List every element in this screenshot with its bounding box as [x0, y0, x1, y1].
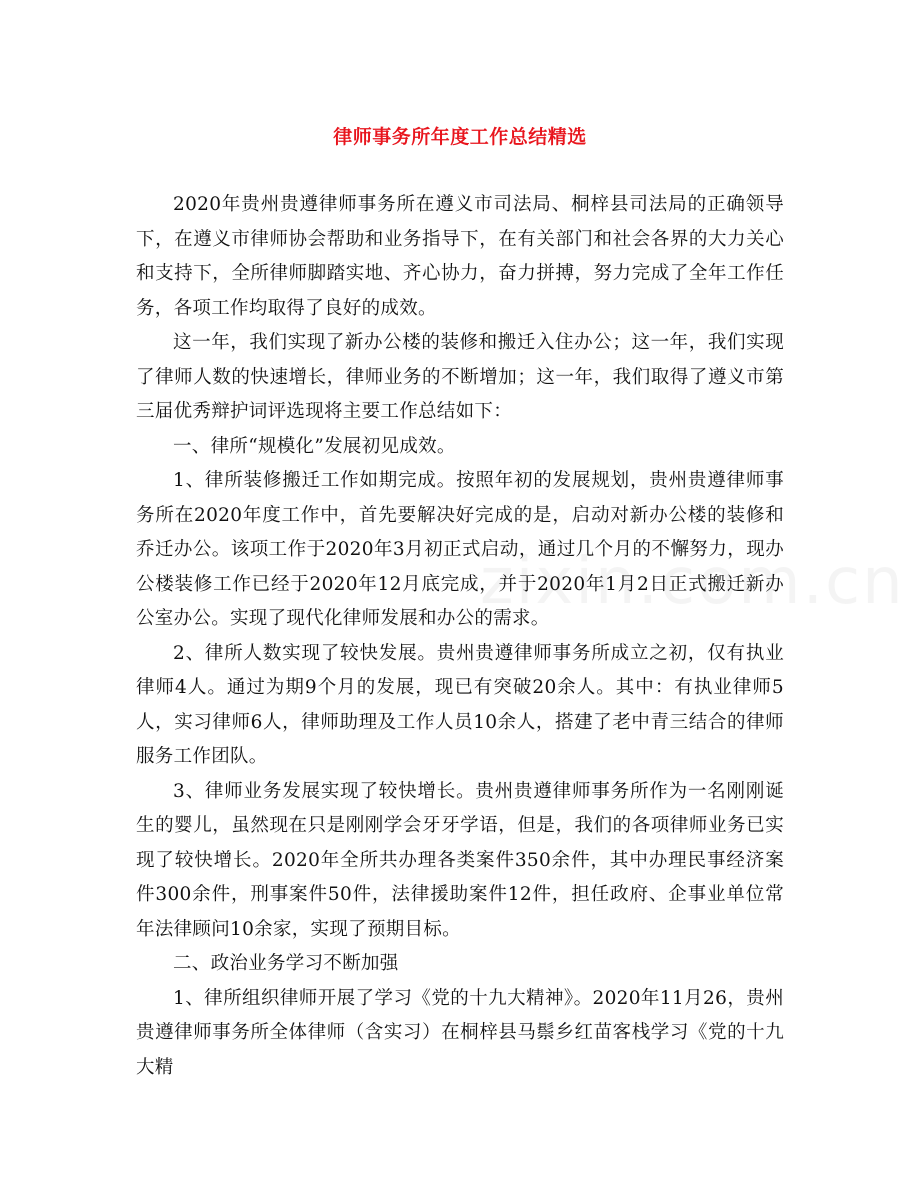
- paragraph-year-summary: 这一年，我们实现了新办公楼的装修和搬迁入住办公；这一年，我们实现了律师人数的快速增长，律师业务的不断增加；这一年，我们取得了遵义市第三届优秀辩护词评选现将主要工作总结如下：: [136, 332, 784, 422]
- document-title: 律师事务所年度工作总结精选: [333, 126, 587, 148]
- paragraph-business-growth: 3、律师业务发展实现了较快增长。贵州贵遵律师事务所作为一名刚刚诞生的婴儿，虽然现在只是刚刚学会牙牙学语，但是，我们的各项律师业务已实现了较快增长。2020年全所共办理各类案件350余件，其中办理民事经济案件300余件，刑事案件50件，法律援助案件12件，担任政府、企事业单位常年法律顾问10余家，实现了预期目标。: [136, 780, 784, 940]
- paragraph-study: 1、律所组织律师开展了学习《党的十九大精神》。2020年11月26，贵州贵遵律师事务所全体律师（含实习）在桐梓县马鬃乡红苗客栈学习《党的十九大精: [136, 987, 784, 1078]
- document-body: [136, 188, 784, 1085]
- section-heading-2: 二、政治业务学习不断加强: [173, 953, 399, 974]
- section-heading-1: 一、律所“规模化”发展初见成效。: [173, 435, 456, 457]
- paragraph-intro: 2020年贵州贵遵律师事务所在遵义市司法局、桐梓县司法局的正确领导下，在遵义市律师协会帮助和业务指导下，在有关部门和社会各界的大力关心和支持下，全所律师脚踏实地、齐心协力，奋力拼搏，努力完成了全年工作任务，各项工作均取得了良好的成效。: [136, 194, 784, 319]
- paragraph-relocation: 1、律所装修搬迁工作如期完成。按照年初的发展规划，贵州贵遵律师事务所在2020年度工作中，首先要解决好完成的是，启动对新办公楼的装修和乔迁办公。该项工作于2020年3月初正式启动，通过几个月的不懈努力，现办公楼装修工作已经于2020年12月底完成，并于2020年1月2日正式搬迁新办公室办公。实现了现代化律师发展和办公的需求。: [136, 470, 784, 629]
- paragraph-staff-growth: 2、律所人数实现了较快发展。贵州贵遵律师事务所成立之初，仅有执业律师4人。通过为期9个月的发展，现已有突破20余人。其中：有执业律师5人，实习律师6人，律师助理及工作人员10余人，搭建了老中青三结合的律师服务工作团队。: [136, 642, 784, 767]
